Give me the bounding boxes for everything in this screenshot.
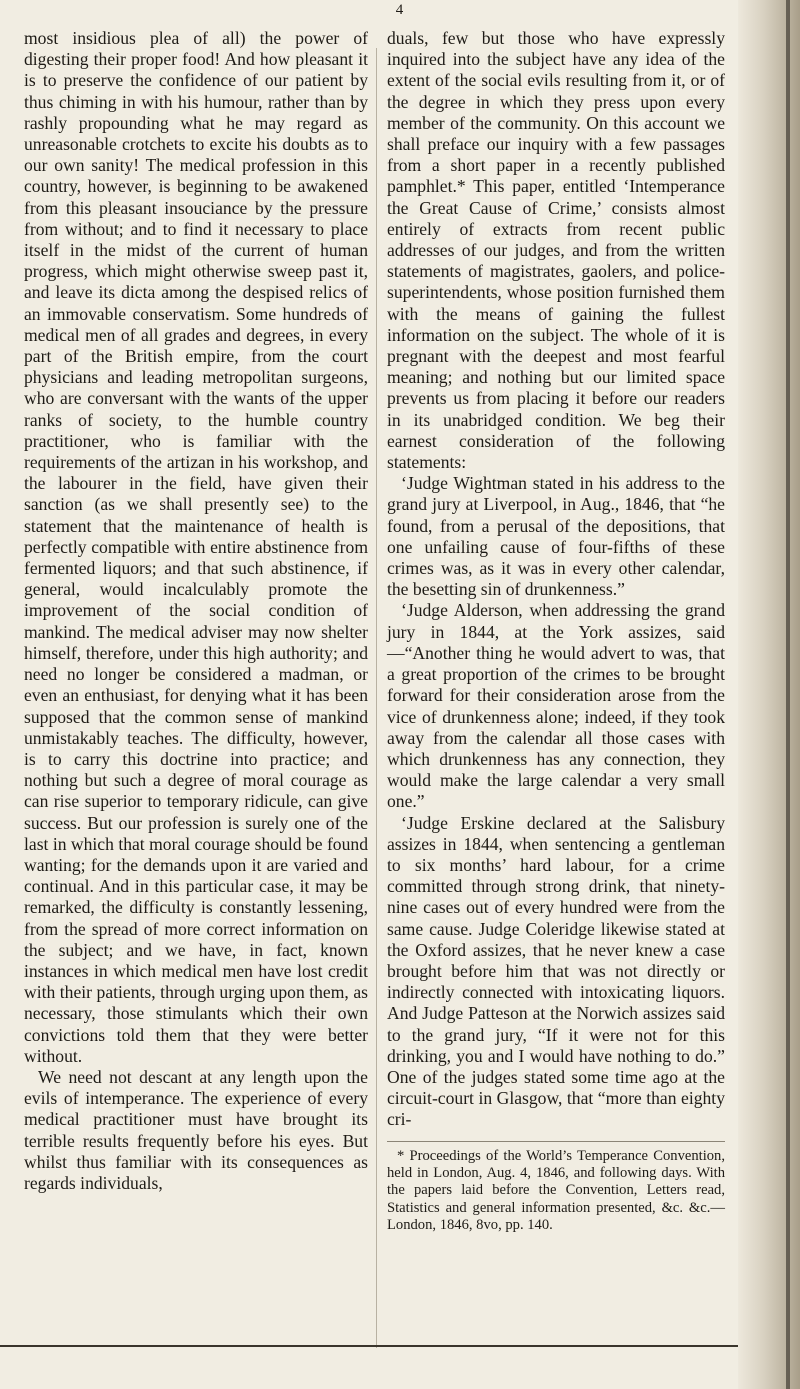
footnote-text: * Proceedings of the World’s Temperance Convention, held in London, Aug. 4, 1846, and following days. With the papers laid before the Convention, Letters read, Statistics and general information presented, &c. &c.—London, 1846, 8vo, pp. 140. (387, 1147, 725, 1234)
right-column (387, 28, 725, 1235)
facing-page-bleed (738, 0, 800, 1389)
paragraph: most insidious plea of all) the power of digesting their proper food! And how pleasant it is to preserve the confidence of our patient by thus chiming in with his humour, rather than by rashly propounding what he may regard as unreasonable crotchets to excite his doubts as to our own sanity! The medical profession in this country, however, is beginning to be awakened from this pleasant insouciance by the pressure from without; and to find it necessary to place itself in the midst of the current of human progress, which might otherwise sweep past it, and leave its dicta among the despised relics of an immovable conservatism. Some hundreds of medical men of all grades and degrees, in every part of the British empire, from the court physicians and leading metropolitan surgeons, who are conversant with the wants of the upper ranks of society, to the humble country practitioner, who is familiar with the requirements of the artizan in his workshop, and the labourer in the field, have given their sanction (as we shall presently see) to the statement that the maintenance of health is perfectly compatible with entire abstinence from fermented liquors; and that such abstinence, if general, would incalculably promote the improvement of the social condition of mankind. The medical adviser may now shelter himself, therefore, under this high authority; and need no longer be considered a madman, or even an enthusiast, for denying what it has been supposed that the common sense of mankind unmistakably teaches. The difficulty, however, is to carry this doctrine into practice; and nothing but such a degree of moral courage as can rise superior to temporary ridicule, can give success. But our profession is surely one of the last in which that moral courage should be found wanting; for the demands upon it are varied and continual. And in this particular case, it may be remarked, the difficulty is constantly lessening, from the spread of more correct information on the subject; and we have, in fact, known instances in which medical men have lost credit with their patients, through urging upon them, as necessary, those stimulants which their own convictions told them that they were better without. (24, 28, 368, 1066)
column-divider (376, 48, 377, 1348)
footnote (387, 1141, 725, 1235)
bottom-rule (0, 1345, 782, 1347)
quotation-paragraph: ‘Judge Wightman stated in his address to the grand jury at Liverpool, in Aug., 1846, that “he found, from a perusal of the depositions, that one unfailing cause of four-fifths of these crimes was, as it was in every other calendar, the besetting sin of drunkenness.” (387, 473, 725, 600)
left-column (24, 28, 368, 1194)
quotation-paragraph: ‘Judge Alderson, when addressing the grand jury in 1844, at the York assizes, said—“Another thing he would advert to was, that a great proportion of the crimes to be brought forward for their consideration arose from the vice of drunkenness alone; indeed, if they took away from the calendar all those cases with which drunkenness has any connection, they would make the large calendar a very small one.” (387, 600, 725, 812)
quotation-paragraph: ‘Judge Erskine declared at the Salisbury assizes in 1844, when sentencing a gentleman to six months’ hard labour, for a crime committed through strong drink, that ninety-nine cases out of every hundred were from the same cause. Judge Coleridge likewise stated at the Oxford assizes, that he never knew a case brought before him that was not directly or indirectly connected with intoxicating liquors. And Judge Patteson at the Norwich assizes said to the grand jury, “If it were not for this drinking, you and I would have nothing to do.” One of the judges stated some time ago at the circuit-court in Glasgow, that “more than eighty cri- (387, 812, 725, 1130)
paragraph: duals, few but those who have expressly inquired into the subject have any idea of the extent of the social evils resulting from it, or of the degree in which they press upon every member of the community. On this account we shall preface our inquiry with a few passages from a short paper in a recently published pamphlet.* This paper, entitled ‘Intemperance the Great Cause of Crime,’ consists almost entirely of extracts from recent public addresses of our judges, and from the written statements of magistrates, gaolers, and police-superintendents, whose position furnished them with the means of gaining the fullest information on the subject. The whole of it is pregnant with the deepest and most fearful meaning; and nothing but our limited space prevents us from placing it before our readers in its unabridged condition. We beg their earnest consideration of the following statements: (387, 28, 725, 473)
binding-shadow (786, 0, 790, 1389)
page-number: 4 (395, 2, 405, 18)
paragraph: We need not descant at any length upon the evils of intemperance. The experience of every medical practitioner must have brought its terrible results frequently before his eyes. But whilst thus familiar with its consequences as regards individuals, (24, 1066, 368, 1193)
